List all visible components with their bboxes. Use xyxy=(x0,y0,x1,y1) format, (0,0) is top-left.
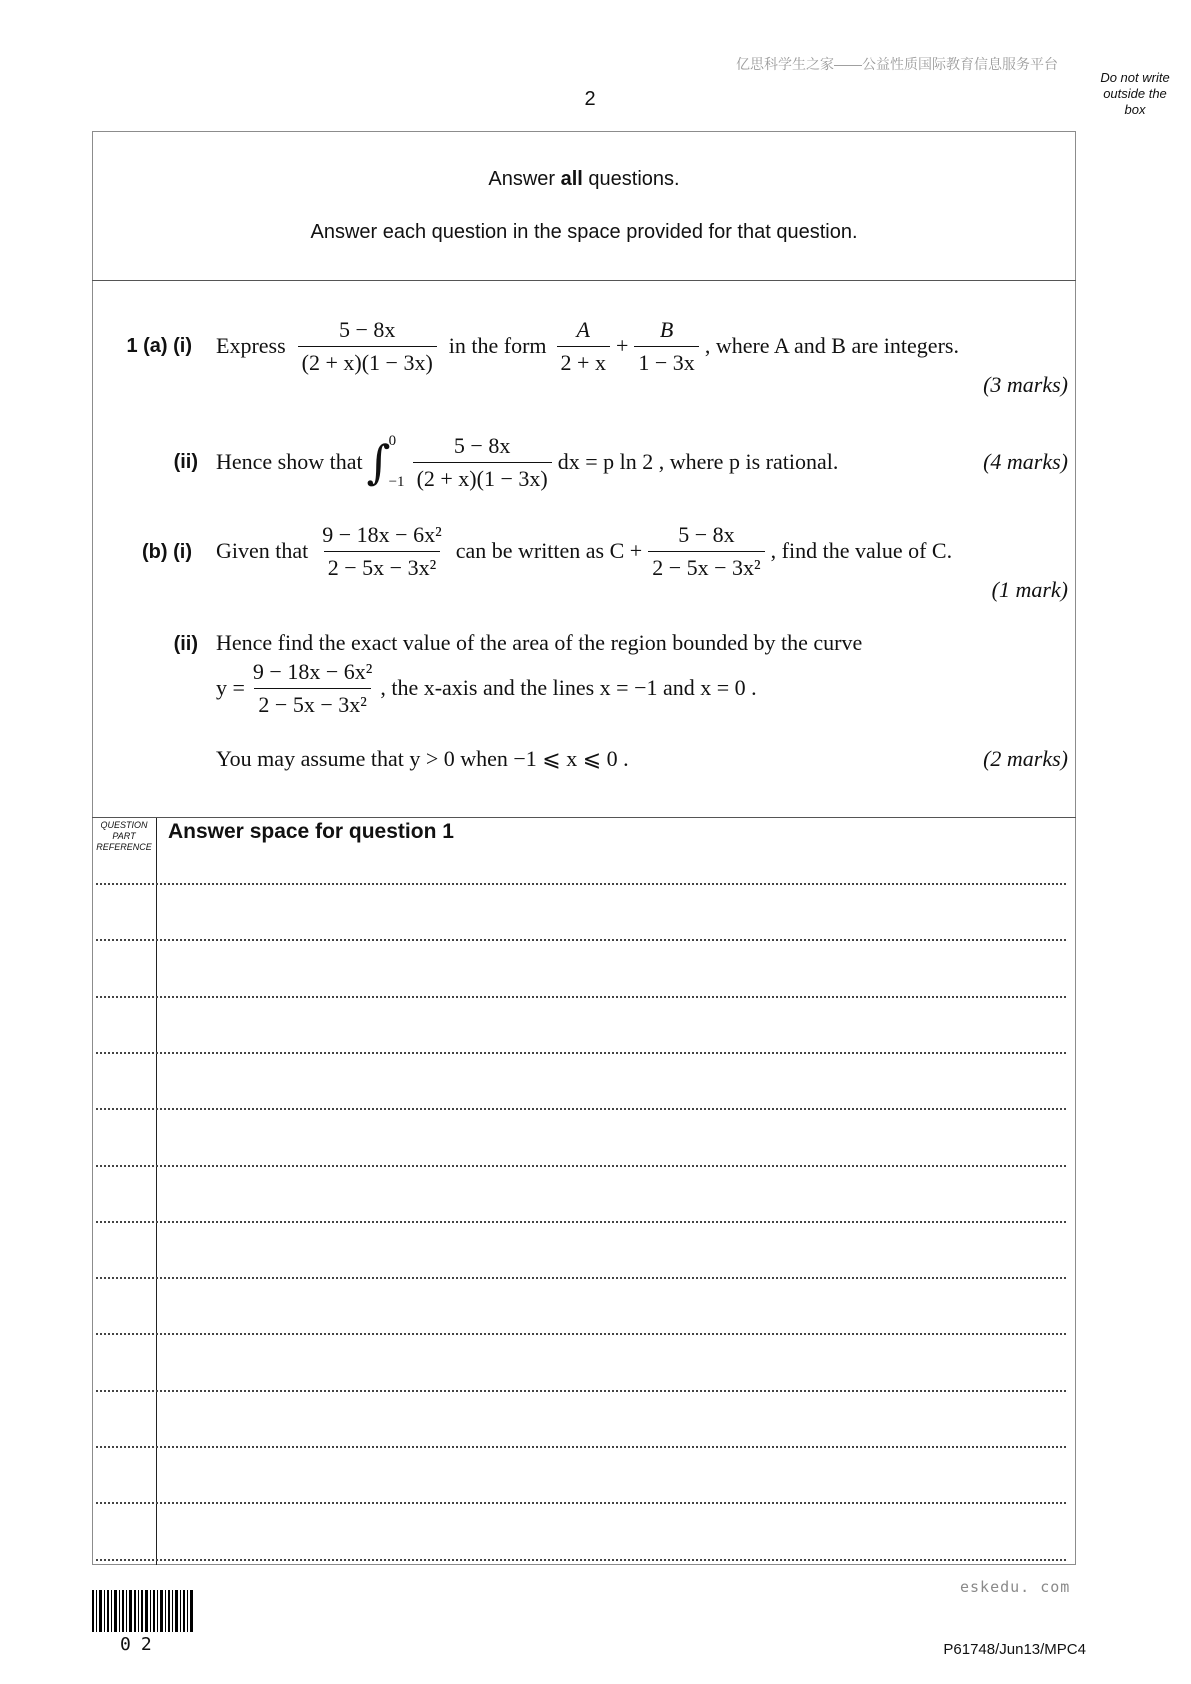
answer-line[interactable] xyxy=(96,1333,1066,1335)
instructions-divider xyxy=(92,280,1076,281)
question-text: , the x-axis and the lines x = −1 and x = 0 . xyxy=(380,675,757,700)
fraction-numerator: A xyxy=(576,316,590,342)
fraction-denominator: (2 + x)(1 − 3x) xyxy=(298,346,437,376)
question-text: , find the value of C. xyxy=(770,538,953,563)
answer-line[interactable] xyxy=(96,939,1066,941)
fraction-denominator: 2 − 5x − 3x² xyxy=(648,551,764,581)
question-text: in the form xyxy=(448,333,547,358)
fraction-numerator: 9 − 18x − 6x² xyxy=(252,658,373,684)
integral-sign: ∫ 0 −1 xyxy=(366,433,405,490)
question-ref-1ai: 1 (a) (i) xyxy=(126,335,192,357)
fraction xyxy=(557,317,610,376)
answer-line[interactable] xyxy=(96,1052,1066,1054)
fraction-numerator: 9 − 18x − 6x² xyxy=(322,521,442,547)
margin-note-line: Do not write xyxy=(1100,70,1170,85)
answer-line[interactable] xyxy=(96,1502,1066,1504)
answer-line[interactable] xyxy=(96,1221,1066,1223)
question-ref-1bii: (ii) xyxy=(173,633,198,655)
marks-1bii: (2 marks) xyxy=(983,746,1068,771)
answer-line[interactable] xyxy=(96,1559,1066,1561)
margin-note-line: outside the xyxy=(1103,86,1167,101)
answer-line[interactable] xyxy=(96,996,1066,998)
barcode xyxy=(92,1590,196,1632)
question-1bii-line2 xyxy=(216,655,757,721)
question-ref-1aii: (ii) xyxy=(173,451,198,473)
fraction xyxy=(413,433,552,492)
question-text: Hence show that xyxy=(216,449,363,474)
header-watermark: 亿思科学生之家——公益性质国际教育信息服务平台 xyxy=(736,56,1058,72)
fraction xyxy=(249,659,376,718)
answer-line[interactable] xyxy=(96,1108,1066,1110)
fraction xyxy=(648,522,764,581)
question-text: y = xyxy=(216,675,245,700)
question-1bi xyxy=(216,518,952,584)
answer-line[interactable] xyxy=(96,1277,1066,1279)
question-text: , where A and B are integers. xyxy=(704,333,959,358)
paper-code: P61748/Jun13/MPC4 xyxy=(943,1641,1086,1658)
fraction-numerator: 5 − 8x xyxy=(453,432,511,458)
question-text: Given that xyxy=(216,538,309,563)
marks-1bi: (1 mark) xyxy=(991,577,1068,602)
question-text: dx = p ln 2 , where p is rational. xyxy=(557,449,839,474)
answer-line[interactable] xyxy=(96,1446,1066,1448)
fraction-denominator: 2 − 5x − 3x² xyxy=(324,551,440,581)
fraction xyxy=(634,317,698,376)
fraction-denominator: 2 + x xyxy=(557,346,610,376)
question-1aii xyxy=(216,428,838,496)
barcode-digits: 02 xyxy=(120,1634,162,1655)
question-text: Express xyxy=(216,333,286,358)
reference-column-divider xyxy=(156,818,157,1565)
question-1bii-line1: Hence find the exact value of the area of the region bounded by the curve xyxy=(216,630,863,655)
answer-line[interactable] xyxy=(96,883,1066,885)
answer-space-title: Answer space for question 1 xyxy=(168,820,454,843)
integral-upper-limit: 0 xyxy=(388,433,397,449)
instruction-answer-space: Answer each question in the space provided for that question. xyxy=(310,221,858,243)
question-part-reference-header: QUESTION PART REFERENCE xyxy=(96,820,152,852)
question-1ai: Express $\frac{5 - 8x}{(2 + x)(1 - 3x)}$ in the form $\frac{A}{2 + x}$ + $\frac{B}{1 - 3x}$ , where A and B are integers. xyxy=(216,316,959,375)
question-1bii-line3: You may assume that y > 0 when −1 ⩽ x ⩽ 0 . xyxy=(216,746,629,771)
fraction-denominator: 2 − 5x − 3x² xyxy=(254,688,370,718)
margin-note xyxy=(1080,70,1190,118)
fraction-numerator: 5 − 8x xyxy=(678,521,735,547)
question-ref-1bi: (b) (i) xyxy=(142,541,192,563)
fraction-numerator: B xyxy=(659,316,674,342)
marks-1ai: (3 marks) xyxy=(983,372,1068,397)
fraction-numerator: 5 − 8x xyxy=(339,316,396,342)
fraction-denominator: 1 − 3x xyxy=(634,346,698,376)
answer-line[interactable] xyxy=(96,1165,1066,1167)
margin-note-line: box xyxy=(1124,102,1146,117)
fraction xyxy=(318,522,445,581)
integral-lower-limit: −1 xyxy=(388,474,405,490)
answer-line[interactable] xyxy=(96,1390,1066,1392)
question-text: can be written as C + xyxy=(455,538,643,563)
fraction-denominator: (2 + x)(1 − 3x) xyxy=(413,462,552,492)
footer-watermark: eskedu. com xyxy=(960,1578,1071,1596)
instruction-all-questions: Answer all questions. xyxy=(488,168,680,190)
answer-space-divider xyxy=(92,817,1076,818)
marks-1aii: (4 marks) xyxy=(983,449,1068,474)
fraction xyxy=(298,317,437,376)
page-number: 2 xyxy=(584,88,596,110)
